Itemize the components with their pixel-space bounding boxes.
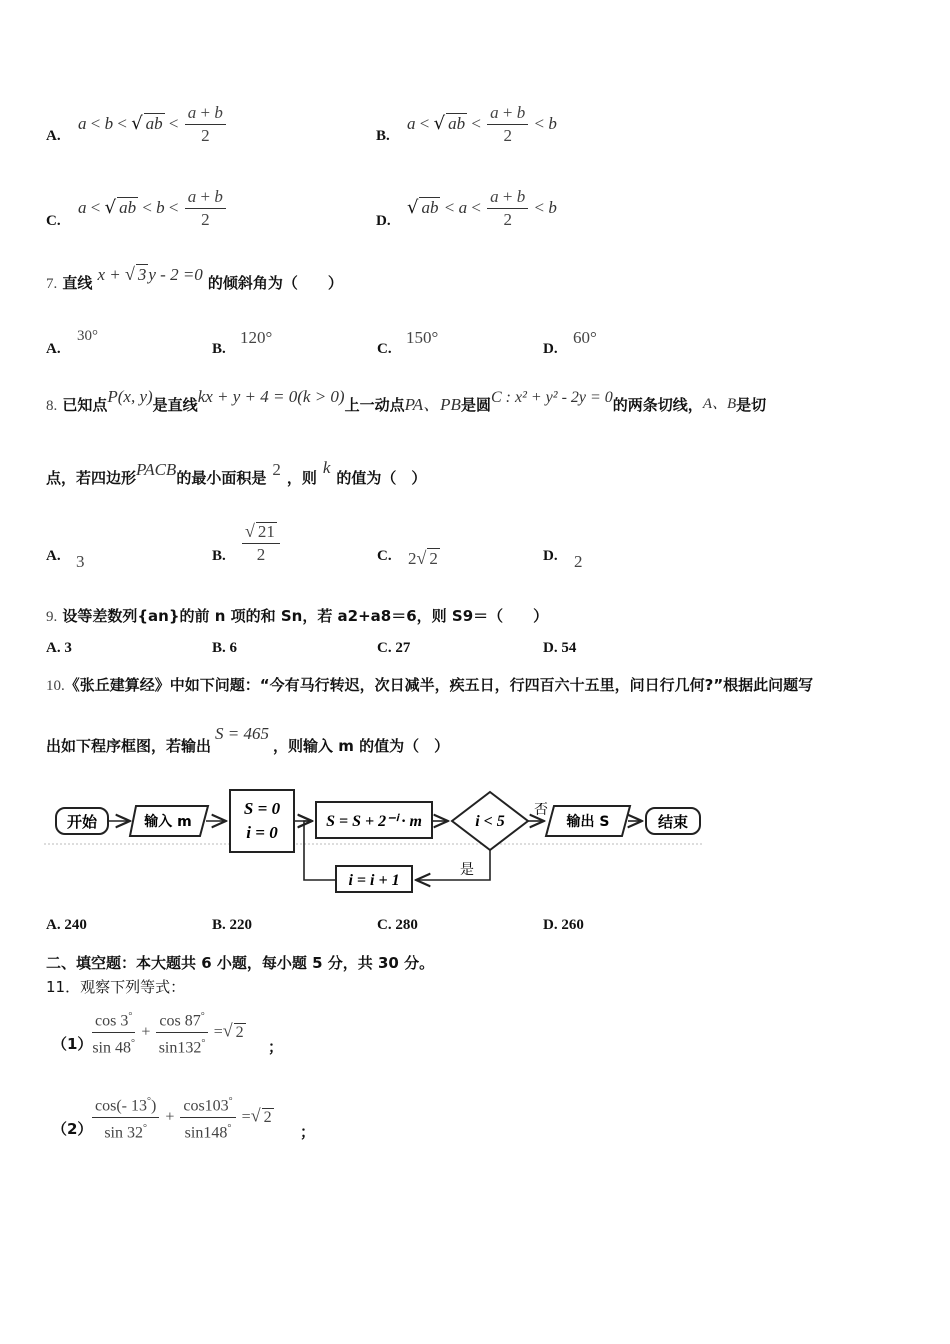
q6-option-c-expr: a < √ ab < b < $\frac{a + b}{2}$ xyxy=(78,188,228,229)
flow-process-text: S = S + 2⁻ⁱ · m xyxy=(326,813,422,830)
q7-option-d-label: D. xyxy=(543,341,558,357)
q7-number: 7. xyxy=(46,276,58,292)
q8-math-points: A、B xyxy=(702,396,737,412)
flow-end-text: 结束 xyxy=(657,813,689,831)
q8-text-3: 上一动点 xyxy=(344,396,405,414)
q8-option-d-label: D. xyxy=(543,548,558,564)
q10-line2-math: S = 465 xyxy=(215,724,269,743)
question-7-stem xyxy=(46,264,343,293)
q11-eq1-sep: ； xyxy=(268,1038,284,1056)
q11-eq2: $\frac{\cos(- 13^\circ)}{\sin 32^\circ}$ + $\frac{\cos 103^\circ}{\sin 148^\circ}$ =√ 2 xyxy=(90,1093,274,1143)
q8-option-b-label: B. xyxy=(212,548,226,564)
flow-output-text: 输出 S xyxy=(566,814,610,830)
question-9-stem xyxy=(46,605,548,626)
flow-increment-text: i = i + 1 xyxy=(348,872,400,889)
q9-number: 9. xyxy=(46,609,58,625)
q8-text-8: 的最小面积是 xyxy=(176,469,267,487)
q8-math-circle: C : x² + y² - 2y = 0 xyxy=(490,389,613,406)
q7-option-b-value: 120° xyxy=(240,328,273,347)
q8-math-point: P(x, y) xyxy=(107,387,153,406)
q8-text-6: 是切 xyxy=(736,396,767,414)
q11-eq2-label: （2） xyxy=(52,1120,93,1138)
question-8-stem-line2 xyxy=(46,458,427,488)
q7-option-c-value: 150° xyxy=(406,328,439,347)
flowchart xyxy=(44,778,704,898)
flow-decision-text: i < 5 xyxy=(475,813,505,830)
q8-math-tangents: PA、PB xyxy=(404,395,461,414)
q8-number: 8. xyxy=(46,398,58,414)
question-10-stem-line1 xyxy=(46,674,813,695)
q8-text-1: 已知点 xyxy=(62,396,108,414)
q7-option-d-value: 60° xyxy=(573,328,597,347)
q10-line2-before: 出如下程序框图，若输出 xyxy=(46,737,212,755)
q8-text-2: 是直线 xyxy=(152,396,198,414)
q6-option-a-expr: a < b < √ ab < $\frac{a + b}{2}$ xyxy=(78,104,228,145)
q8-math-quad: PACB xyxy=(136,460,177,479)
flow-start-text: 开始 xyxy=(66,813,98,831)
q8-text-10: 的值为（ ） xyxy=(336,469,427,487)
flow-no-label: 否 xyxy=(534,802,548,818)
q7-option-b-label: B. xyxy=(212,341,226,357)
q9-text: 设等差数列{an}的前 n 项的和 Sn，若 a2+a8＝6，则 S9＝（ ） xyxy=(62,607,549,625)
q10-line1: 《张丘建算经》中如下问题：“今有马行转迟，次日减半，疾五日，行四百六十五里，问日行几何?”根据此问题写 xyxy=(64,676,814,694)
q8-option-c-expr: 2√ 2 xyxy=(408,548,438,568)
q7-equation: x + √ 3 y - 2 =0 xyxy=(97,264,203,284)
q9-option-c: C. 27 xyxy=(377,640,411,656)
q10-option-d: D. 260 xyxy=(543,917,584,933)
q11-eq1-label: （1） xyxy=(52,1035,93,1053)
q6-option-d-expr: √ ab < a < $\frac{a + b}{2}$ < b xyxy=(407,187,557,229)
q10-line2-after: ，则输入 m 的值为（ ） xyxy=(273,737,450,755)
q8-option-c-label: C. xyxy=(377,548,392,564)
q9-option-b: B. 6 xyxy=(212,640,238,656)
question-10-stem-line2 xyxy=(46,724,450,756)
q10-option-c: C. 280 xyxy=(377,917,418,933)
q6-option-b-label: B. xyxy=(376,128,390,144)
q11-eq2-sep: ； xyxy=(300,1123,316,1141)
q8-option-b-expr: $\frac{√ 21}{2}$ xyxy=(240,522,282,564)
q9-option-d: D. 54 xyxy=(543,640,577,656)
flow-yes-label: 是 xyxy=(460,862,474,878)
question-8-stem-line1 xyxy=(46,387,767,415)
q9-option-a: A. 3 xyxy=(46,640,72,656)
q7-option-a-value: 30° xyxy=(77,328,98,344)
q10-option-b: B. 220 xyxy=(212,917,253,933)
q6-option-d-label: D. xyxy=(376,213,391,229)
q10-number: 10. xyxy=(46,678,65,694)
q6-option-a-label: A. xyxy=(46,128,61,144)
q8-option-d-value: 2 xyxy=(574,552,583,571)
q8-math-area: 2 xyxy=(272,460,281,479)
q8-math-k: k xyxy=(322,458,331,477)
q8-option-a-label: A. xyxy=(46,548,61,564)
flow-init-s: S = 0 xyxy=(243,799,281,818)
q8-text-9: ，则 xyxy=(286,469,317,487)
q10-option-a: A. 240 xyxy=(46,917,87,933)
q8-option-a-value: 3 xyxy=(76,552,85,571)
q8-text-5: 的两条切线， xyxy=(612,396,703,414)
q6-option-c-label: C. xyxy=(46,213,61,229)
q8-text-7: 点，若四边形 xyxy=(46,469,137,487)
flow-init-i: i = 0 xyxy=(246,823,278,842)
q11-eq1: $\frac{\cos 3^\circ}{\sin 48^\circ}$ + $\frac{\cos 87^\circ}{\sin 132^\circ}$ =√ 2 xyxy=(90,1008,246,1058)
q8-math-line: kx + y + 4 = 0(k > 0) xyxy=(197,387,345,406)
q8-text-4: 是圆 xyxy=(460,396,491,414)
q7-text-after: 的倾斜角为（ ） xyxy=(207,274,343,292)
q11-intro: 11．观察下列等式： xyxy=(46,978,186,996)
q7-option-c-label: C. xyxy=(377,341,392,357)
section-2-heading: 二、填空题：本大题共 6 小题，每小题 5 分，共 30 分。 xyxy=(46,954,435,972)
q7-option-a-label: A. xyxy=(46,341,61,357)
q7-text-before: 直线 xyxy=(62,274,93,292)
q6-option-b-expr: a < √ ab < $\frac{a + b}{2}$ < b xyxy=(407,103,557,145)
flow-input-text: 输入 m xyxy=(144,814,192,830)
